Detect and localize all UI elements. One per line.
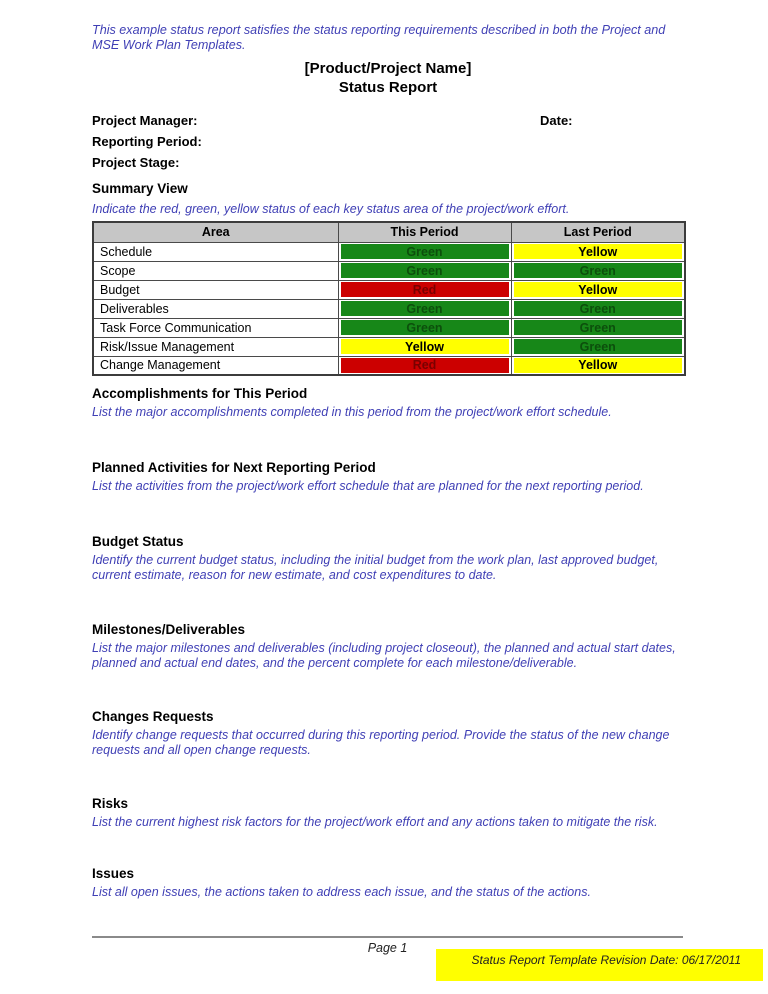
section <box>92 709 684 757</box>
summary-table-row <box>93 242 685 261</box>
section <box>92 796 684 830</box>
this-period-status-cell <box>338 242 511 261</box>
page-number: Page 1 <box>367 941 408 955</box>
status-value: Green <box>341 244 509 259</box>
status-value: Yellow <box>514 244 683 259</box>
section <box>92 622 684 670</box>
section-heading: Planned Activities for Next Reporting Period <box>92 460 376 475</box>
project-stage-label: Project Stage: <box>92 155 180 170</box>
last-period-status-cell <box>511 356 685 375</box>
summary-table-body <box>93 242 685 375</box>
project-manager-label: Project Manager: <box>92 113 198 128</box>
status-value: Yellow <box>341 339 509 354</box>
this-period-status-cell <box>338 299 511 318</box>
last-period-status-cell <box>511 299 685 318</box>
summary-table-row <box>93 299 685 318</box>
last-period-status-cell <box>511 337 685 356</box>
status-value: Yellow <box>514 282 683 297</box>
section-heading: Accomplishments for This Period <box>92 386 308 401</box>
area-cell: Budget <box>93 280 338 299</box>
section-heading: Milestones/Deliverables <box>92 622 246 637</box>
area-cell: Scope <box>93 261 338 280</box>
date-label: Date: <box>540 113 573 128</box>
status-value: Green <box>341 263 509 278</box>
revision-date-highlight: Status Report Template Revision Date: 06/17/2011 <box>436 949 763 981</box>
section-description: List the activities from the project/work effort schedule that are planned for the next reporting period. <box>92 479 644 493</box>
this-period-status-cell <box>338 261 511 280</box>
section-heading: Issues <box>92 866 135 881</box>
section-description: Identify change requests that occurred during this reporting period. Provide the status of the new change requests and all open change requests. <box>92 728 670 757</box>
section-description: List all open issues, the actions taken to address each issue, and the status of the actions. <box>92 885 591 899</box>
status-value: Green <box>341 320 509 335</box>
status-value: Green <box>514 320 683 335</box>
status-value: Red <box>341 282 509 297</box>
summary-table-row <box>93 356 685 375</box>
status-value: Red <box>341 358 509 373</box>
section-description: List the current highest risk factors for the project/work effort and any actions taken to mitigate the risk. <box>92 815 658 829</box>
this-period-status-cell <box>338 356 511 375</box>
summary-view-instruction: Indicate the red, green, yellow status of each key status area of the project/work effort. <box>92 202 570 216</box>
area-cell: Risk/Issue Management <box>93 337 338 356</box>
summary-table-header-row <box>93 222 685 242</box>
summary-view-heading: Summary View <box>92 181 188 196</box>
section-heading: Risks <box>92 796 129 811</box>
summary-table-row <box>93 280 685 299</box>
area-cell: Change Management <box>93 356 338 375</box>
status-value: Green <box>341 301 509 316</box>
summary-table-row <box>93 318 685 337</box>
section <box>92 460 684 494</box>
status-value: Green <box>514 339 683 354</box>
this-period-status-cell <box>338 337 511 356</box>
column-header-last-period: Last Period <box>511 222 685 242</box>
report-title-line: Status Report <box>338 79 438 96</box>
section <box>92 866 684 900</box>
last-period-status-cell <box>511 242 685 261</box>
summary-table-row <box>93 261 685 280</box>
last-period-status-cell <box>511 318 685 337</box>
footer-divider <box>92 936 683 938</box>
status-value: Green <box>514 301 683 316</box>
this-period-status-cell <box>338 280 511 299</box>
section <box>92 386 684 420</box>
last-period-status-cell <box>511 261 685 280</box>
last-period-status-cell <box>511 280 685 299</box>
section-description: List the major milestones and deliverables (including project closeout), the planned and actual start dates, planned and actual end dates, and the percent complete for each milestone/deliverable. <box>92 641 676 670</box>
section-heading: Budget Status <box>92 534 184 549</box>
this-period-status-cell <box>338 318 511 337</box>
status-value: Yellow <box>514 358 683 373</box>
summary-status-table <box>92 221 686 376</box>
product-project-name: [Product/Project Name] <box>304 60 472 77</box>
reporting-period-label: Reporting Period: <box>92 134 202 149</box>
status-value: Green <box>514 263 683 278</box>
section <box>92 534 684 582</box>
area-cell: Task Force Communication <box>93 318 338 337</box>
column-header-this-period: This Period <box>338 222 511 242</box>
summary-table-row <box>93 337 685 356</box>
report-title <box>92 59 684 97</box>
column-header-area: Area <box>93 222 338 242</box>
section-heading: Changes Requests <box>92 709 214 724</box>
area-cell: Deliverables <box>93 299 338 318</box>
section-description: List the major accomplishments completed in this period from the project/work effort schedule. <box>92 405 612 419</box>
section-description: Identify the current budget status, including the initial budget from the work plan, last approved budget, current estimate, reason for new estimate, and cost expenditures to date. <box>92 553 659 582</box>
intro-note: This example status report satisfies the status reporting requirements described in both the Project and MSE Work Plan Templates. <box>92 23 666 52</box>
area-cell: Schedule <box>93 242 338 261</box>
